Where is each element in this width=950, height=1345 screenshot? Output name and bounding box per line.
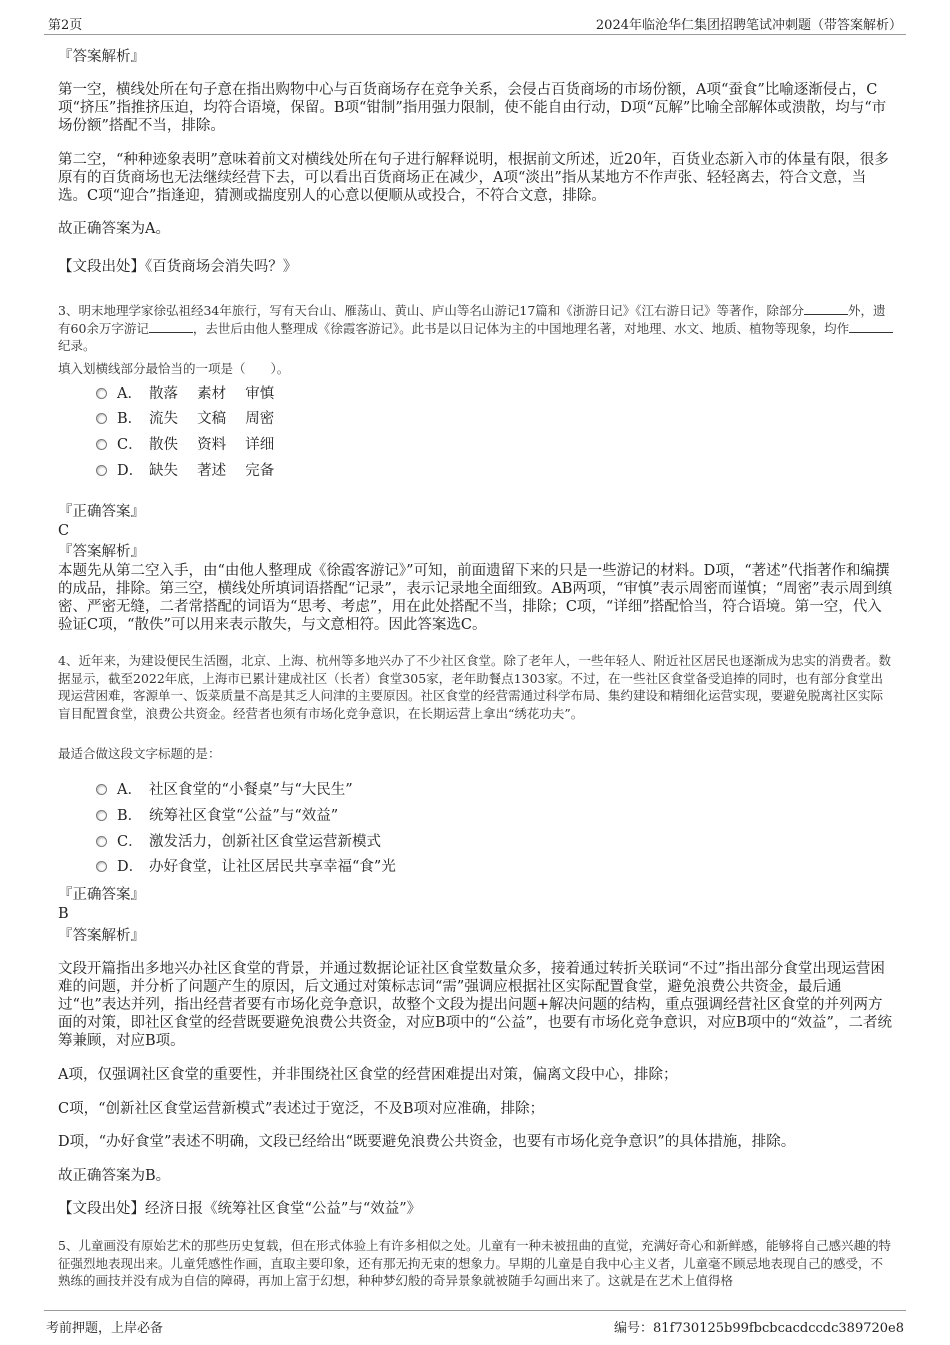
q4-analysis-p4: D项，“办好食堂”表述不明确，文段已经给出“既要避免浪费公共资金，也要有市场化竞争意识”的具体措施，排除。 xyxy=(58,1134,796,1150)
q4-source: 【文段出处】经济日报《统筹社区食堂“公益”与“效益”》 xyxy=(58,1201,422,1217)
q3-prompt: 填入划横线部分最恰当的一项是（ ）。 xyxy=(58,361,290,376)
q4-analysis-p3: C项，“创新社区食堂运营新模式”表述过于宽泛，不及B项对应准确，排除； xyxy=(58,1101,545,1117)
footer-slogan: 考前押题，上岸必备 xyxy=(46,1321,164,1336)
q4-answer-label: 『正确答案』 xyxy=(58,887,145,903)
q3-option-a[interactable]: A． 散落 素材 审慎 xyxy=(96,384,274,404)
q4-prompt: 最适合做这段文字标题的是： xyxy=(58,746,221,761)
q2-answer-line: 故正确答案为A。 xyxy=(58,221,170,237)
radio-icon[interactable] xyxy=(96,784,107,795)
q3-analysis-label: 『答案解析』 xyxy=(58,544,145,560)
radio-icon[interactable] xyxy=(96,388,107,399)
q3-answer: C xyxy=(58,523,70,539)
q3-analysis: 本题先从第二空入手，由“由他人整理成《徐霞客游记》”可知，前面遗留下来的只是一些游记的材料。D项，“著述”代指著作和编撰的成品，排除。第三空，横线处所填词语搭配“记录”，表示记录地全面细致。AB两项，“审慎”表示周密而谨慎；“周密”表示周到缜密、严密无缝，二者常搭配的词语为“思考、考虑”，用在此处搭配不当，排除；C项，“详细”搭配恰当，符合语境。第一空，代入验证C项，“散佚”可以用来表示散失，与文意相符。因此答案选C。 xyxy=(58,563,893,633)
q3-option-c[interactable]: C． 散佚 资料 详细 xyxy=(96,435,274,455)
radio-icon[interactable] xyxy=(96,465,107,476)
q5-stem: 5、儿童画没有原始艺术的那些历史复载，但在形式体验上有许多相似之处。儿童有一种未被扭曲的直觉，充满好奇心和新鲜感，能够将自己感兴趣的特征强烈地表现出来。儿童凭感性作画，直取主要印象，还有那无拘无束的想象力。早期的儿童是自我中心主义者，儿童毫不顾忌地表现自己的感受，不熟练的画技并没有成为自信的障碍，再加上富于幻想，种种梦幻般的奇异景象就被随手勾画出来了。这就是在艺术上值得格 xyxy=(58,1238,891,1288)
blank-line xyxy=(804,302,848,315)
q4-option-a[interactable]: A． 社区食堂的“小餐桌”与“大民生” xyxy=(96,780,353,800)
page-footer xyxy=(44,1310,906,1336)
q4-analysis-p2: A项，仅强调社区食堂的重要性，并非围绕社区食堂的经营困难提出对策，偏离文段中心，排除； xyxy=(58,1067,678,1083)
q3-option-d[interactable]: D． 缺失 著述 完备 xyxy=(96,461,274,481)
radio-icon[interactable] xyxy=(96,836,107,847)
blank-line xyxy=(149,320,193,333)
radio-icon[interactable] xyxy=(96,810,107,821)
radio-icon[interactable] xyxy=(96,861,107,872)
document-code: 编号：81f730125b99fbcbcacdccdc389720e8 xyxy=(614,1321,904,1336)
radio-icon[interactable] xyxy=(96,439,107,450)
q2-analysis-p2: 第二空，“种种迹象表明”意味着前文对横线处所在句子进行解释说明，根据前文所述，近20年，百货业态新入市的体量有限，很多原有的百货商场也无法继续经营下去，可以看出百货商场正在减少，A项“淡出”指从某地方不作声张、轻轻离去，符合文意，当选。C项“迎合”指逢迎，猜测或揣度别人的心意以便顺从或投合，不符合文意，排除。 xyxy=(58,152,889,204)
q2-source: 【文段出处】《百货商场会消失吗？》 xyxy=(58,259,298,275)
q4-answer: B xyxy=(58,906,69,922)
q2-analysis-label: 『答案解析』 xyxy=(58,49,145,65)
q4-option-c[interactable]: C． 激发活力，创新社区食堂运营新模式 xyxy=(96,832,381,852)
q4-answer-line: 故正确答案为B。 xyxy=(58,1168,171,1184)
blank-line xyxy=(849,320,893,333)
q3-stem: 3、明末地理学家徐弘祖经34年旅行，写有天台山、雁荡山、黄山、庐山等名山游记17篇和《浙游日记》《江右游日记》等著作，除部分 外，遗有60余万字游记 ，去世后由他人整理成《徐霞客游记》。此书是以日记体为主的中国地理名著，对地理、水文、地质、植物等现象，均作纪录。 xyxy=(58,302,894,355)
page-number: 第2页 xyxy=(48,18,83,33)
q4-stem: 4、近年来，为建设便民生活圈，北京、上海、杭州等多地兴办了不少社区食堂。除了老年人，一些年轻人、附近社区居民也逐渐成为忠实的消费者。数据显示，截至2022年底，上海市已累计建成社区（长者）食堂305家，老年助餐点1303家。不过，在一些社区食堂备受追捧的同时，也有部分食堂出现运营困难，客源单一、饭菜质量不高是其乏人问津的主要原因。社区食堂的经营需通过科学布局、集约建设和精细化运营实现，要避免脱离社区实际盲目配置食堂，浪费公共资金。经营者也须有市场化竞争意识，在长期运营上拿出“绣花功夫”。 xyxy=(58,653,891,721)
q2-analysis-p1: 第一空，横线处所在句子意在指出购物中心与百货商场存在竞争关系，会侵占百货商场的市场份额，A项“蚕食”比喻逐渐侵占，C项“挤压”指推挤压迫，均符合语境，保留。B项“钳制”指用强力限制，使不能自由行动，D项“瓦解”比喻全部解体或溃散，均与“市场份额”搭配不当，排除。 xyxy=(58,82,887,134)
q4-option-b[interactable]: B． 统筹社区食堂“公益”与“效益” xyxy=(96,806,338,826)
q3-option-b[interactable]: B． 流失 文稿 周密 xyxy=(96,409,274,429)
q4-analysis-p1: 文段开篇指出多地兴办社区食堂的背景，并通过数据论证社区食堂数量众多，接着通过转折关联词“不过”指出部分食堂出现运营困难的问题，并分析了问题产生的原因，后文通过对策标志词“需”强调应根据社区实际配置食堂，避免浪费公共资金，最后通过“也”表达并列，指出经营者要有市场化竞争意识，故整个文段为提出问题+解决问题的结构，重点强调经营社区食堂的并列两方面的对策，即社区食堂的经营既要避免浪费公共资金，对应B项中的“公益”，也要有市场化竞争意识，对应B项中的“效益”，二者统筹兼顾，对应B项。 xyxy=(58,961,892,1049)
q4-option-d[interactable]: D． 办好食堂，让社区居民共享幸福“食”光 xyxy=(96,857,396,877)
document-title: 2024年临沧华仁集团招聘笔试冲刺题（带答案解析） xyxy=(595,18,902,33)
page-header xyxy=(44,14,906,35)
q3-answer-label: 『正确答案』 xyxy=(58,504,145,520)
radio-icon[interactable] xyxy=(96,413,107,424)
q4-analysis-label: 『答案解析』 xyxy=(58,928,145,944)
